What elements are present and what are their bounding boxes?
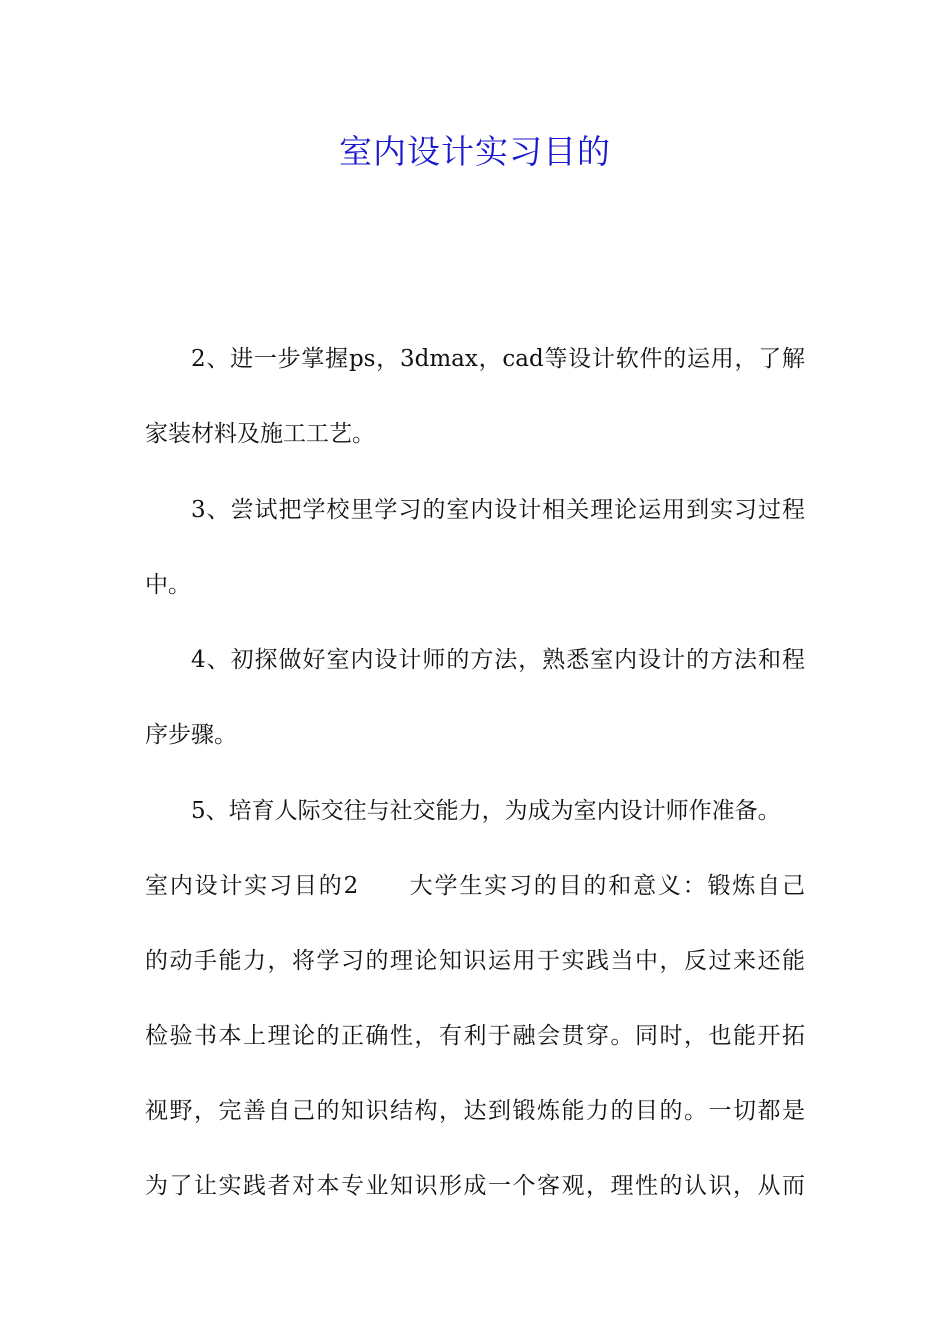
paragraph-line: 室内设计实习目的2 大学生实习的目的和意义：锻炼自己 (145, 873, 805, 899)
paragraph-line: 为了让实践者对本专业知识形成一个客观，理性的认识，从而 (145, 1173, 805, 1199)
paragraph-line: 中。 (145, 572, 191, 598)
paragraph-line: 视野，完善自己的知识结构，达到锻炼能力的目的。一切都是 (145, 1098, 805, 1124)
paragraph-line: 家装材料及施工工艺。 (145, 421, 375, 447)
document-title: 室内设计实习目的 (339, 132, 611, 171)
paragraph-line: 3、尝试把学校里学习的室内设计相关理论运用到实习过程 (191, 497, 805, 523)
paragraph-line: 5、培育人际交往与社交能力，为成为室内设计师作准备。 (191, 798, 781, 824)
paragraph-line: 检验书本上理论的正确性，有利于融会贯穿。同时，也能开拓 (145, 1023, 805, 1049)
paragraph-line: 序步骤。 (145, 722, 237, 748)
paragraph-line: 的动手能力，将学习的理论知识运用于实践当中，反过来还能 (145, 948, 805, 974)
paragraph-line: 2、进一步掌握ps，3dmax，cad等设计软件的运用，了解 (191, 346, 805, 372)
paragraph-line: 4、初探做好室内设计师的方法，熟悉室内设计的方法和程 (191, 647, 805, 673)
